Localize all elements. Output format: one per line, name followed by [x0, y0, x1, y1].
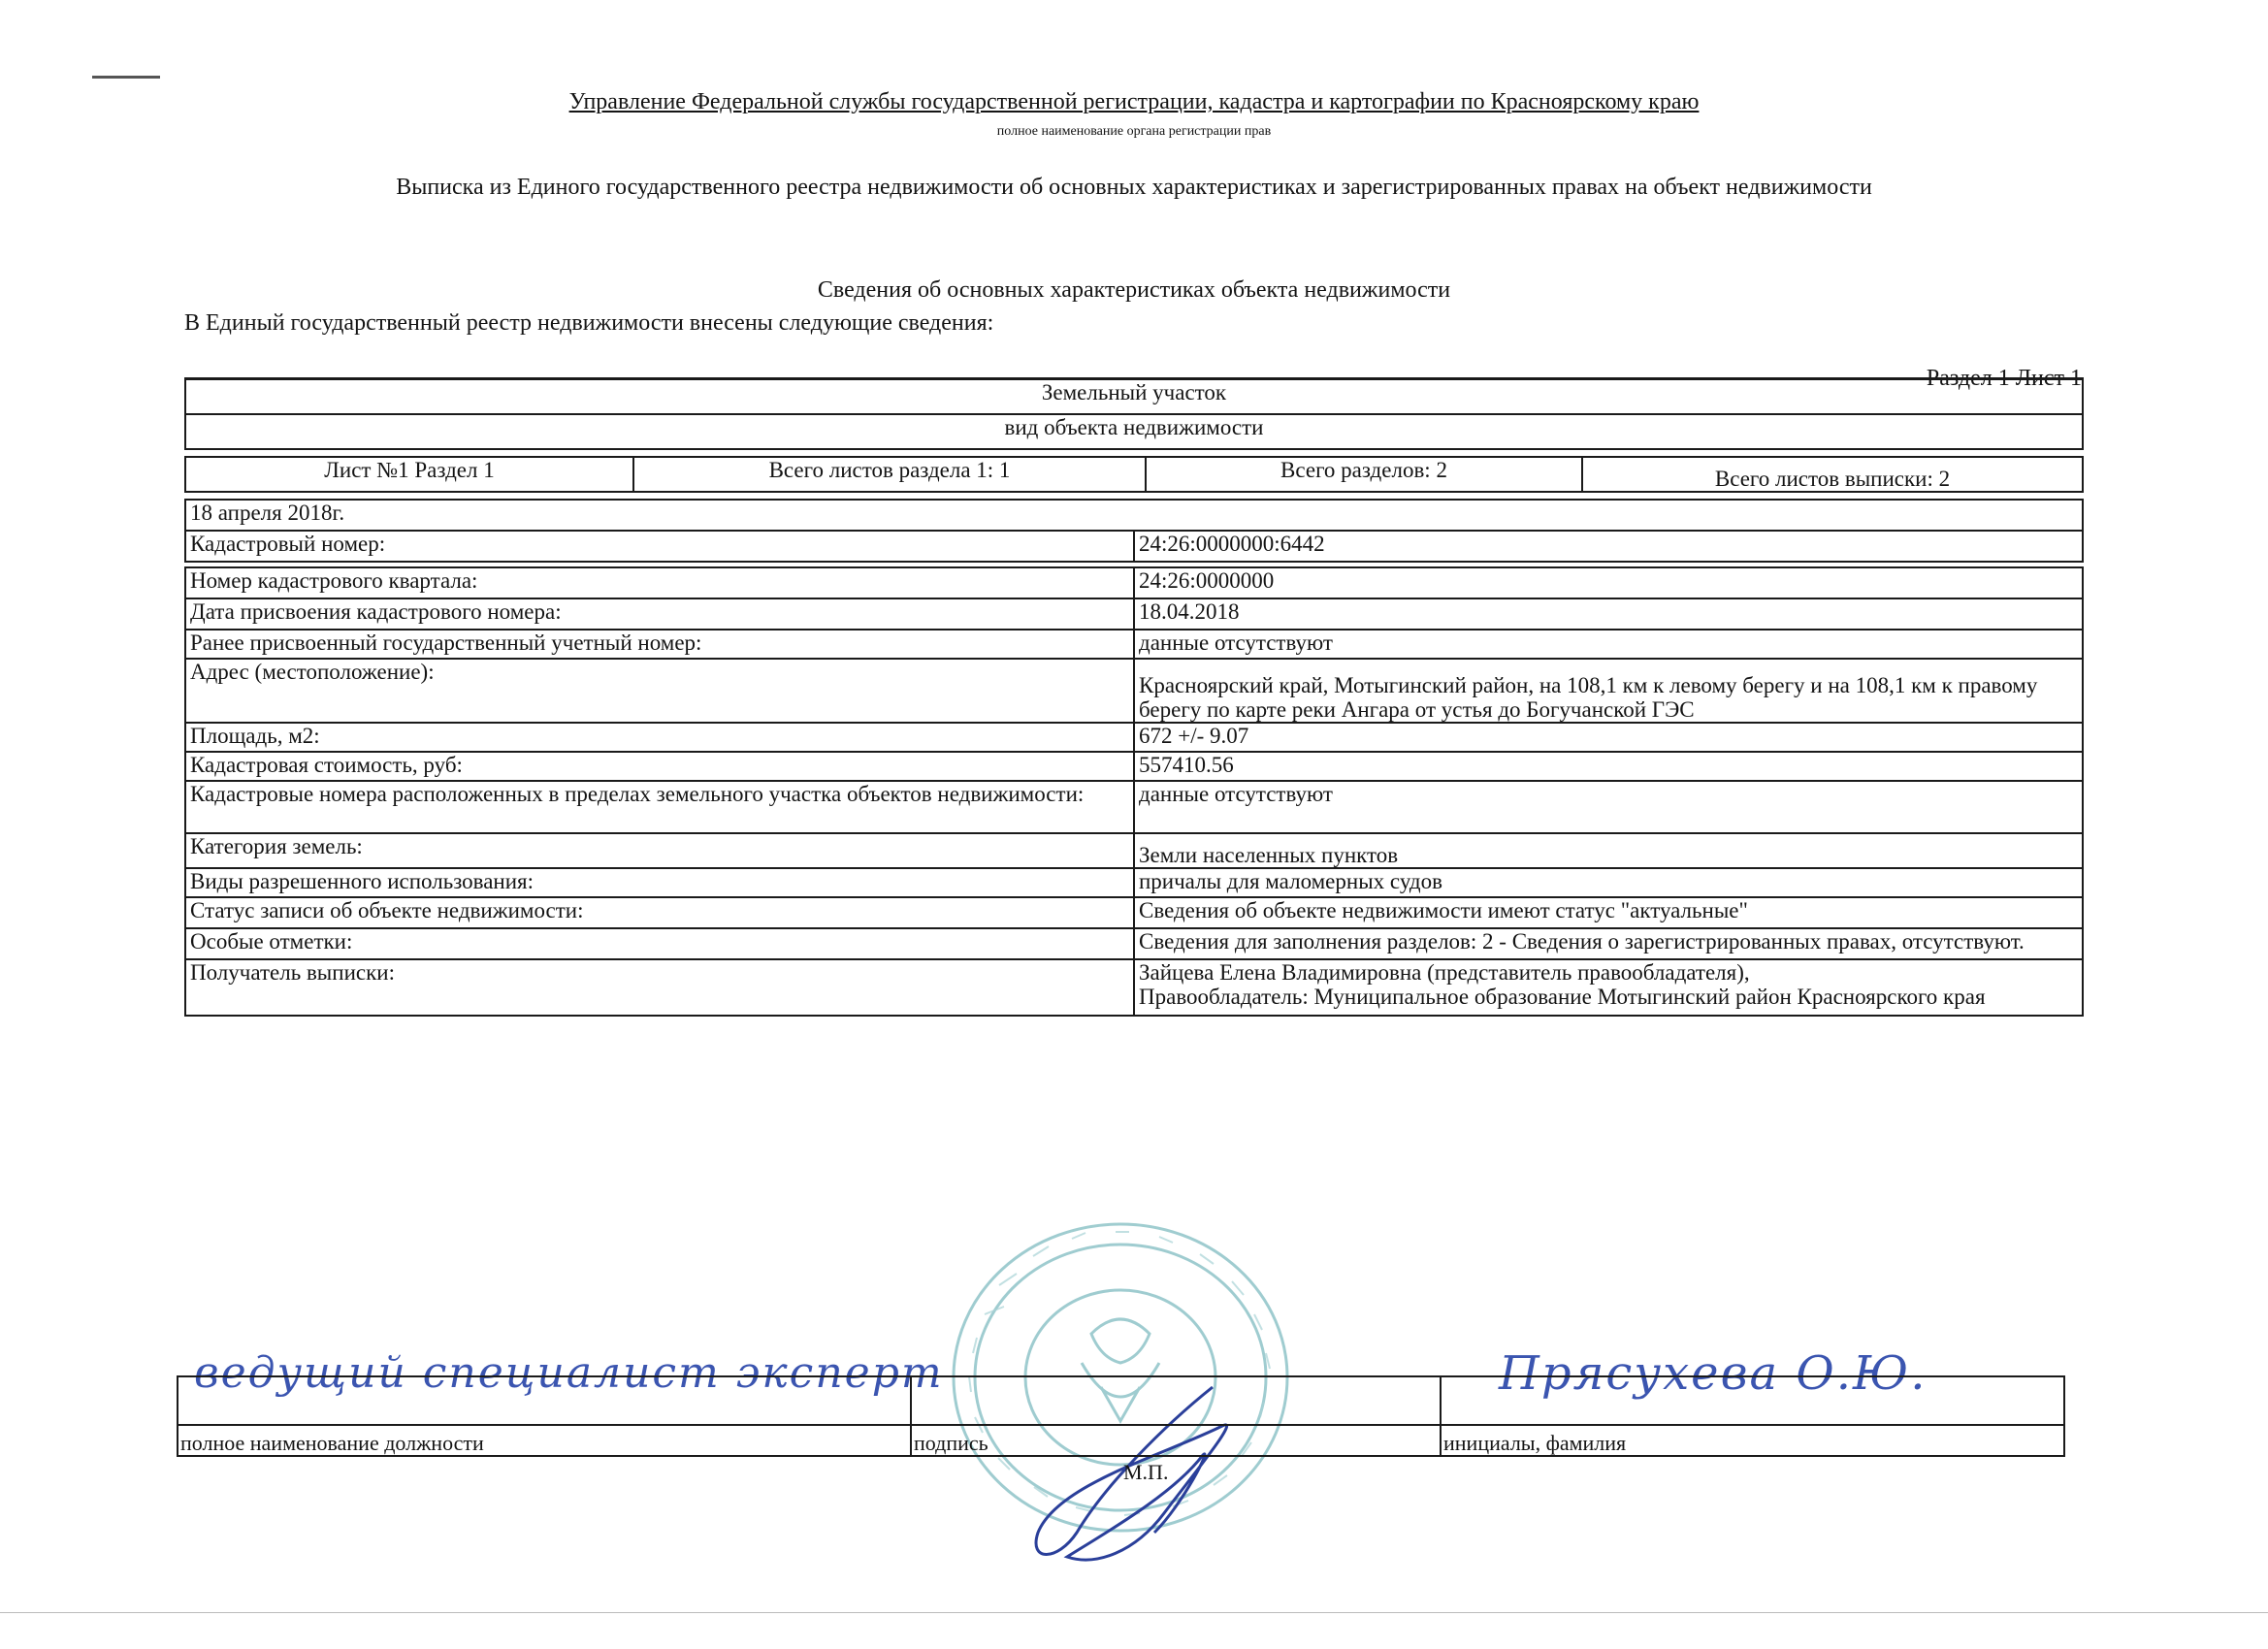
- organization-title: Управление Федеральной службы государственной регистрации, кадастра и картографии по Красноярскому краю: [568, 89, 1700, 114]
- scan-edge-line: [0, 1612, 2268, 1613]
- table-row: [185, 630, 2083, 659]
- intro-text: В Единый государственный реестр недвижимости внесены следующие сведения:: [184, 310, 994, 336]
- table-row: [185, 723, 2083, 752]
- row-value: 24:26:0000000: [1134, 567, 2083, 598]
- object-kind-table: [184, 377, 2084, 450]
- table-row: [185, 567, 2083, 598]
- total-sections: Всего разделов: 2: [1146, 457, 1582, 492]
- row-label: Кадастровые номера расположенных в пределах земельного участка объектов недвижимости:: [185, 781, 1134, 833]
- row-value: Сведения для заполнения разделов: 2 - Сведения о зарегистрированных правах, отсутствуют.: [1134, 928, 2083, 959]
- row-label: Номер кадастрового квартала:: [185, 567, 1134, 598]
- object-kind-caption: вид объекта недвижимости: [185, 414, 2083, 449]
- sheets-info-table: [184, 456, 2084, 493]
- table-row: [185, 928, 2083, 959]
- row-value: [1134, 959, 2083, 1016]
- organization-caption: полное наименование органа регистрации прав: [996, 124, 1272, 139]
- row-label: Площадь, м2:: [185, 723, 1134, 752]
- table-row: [185, 598, 2083, 630]
- position-field: [178, 1376, 911, 1425]
- cadastral-number-label: Кадастровый номер:: [185, 531, 1134, 562]
- sheet-section: Лист №1 Раздел 1: [185, 457, 633, 492]
- owner-line: Правообладатель: Муниципальное образование Мотыгинский район Красноярского края: [1139, 985, 1986, 1009]
- signature-table: [177, 1375, 2065, 1457]
- row-value: Сведения об объекте недвижимости имеют статус "актуальные": [1134, 897, 2083, 928]
- row-label: Кадастровая стоимость, руб:: [185, 752, 1134, 781]
- cadastral-number-value: 24:26:0000000:6442: [1134, 531, 2083, 562]
- table-row: [185, 959, 2083, 1016]
- row-value: 557410.56: [1134, 752, 2083, 781]
- row-label: Дата присвоения кадастрового номера:: [185, 598, 1134, 630]
- row-label: Категория земель:: [185, 833, 1134, 868]
- table-row: [185, 781, 2083, 833]
- sheet-reference: Раздел 1 Лист 1: [1926, 366, 2082, 391]
- handwritten-position: ведущий специалист эксперт: [194, 1348, 944, 1398]
- row-label: Ранее присвоенный государственный учетный номер:: [185, 630, 1134, 659]
- section-title: Сведения об основных характеристиках объекта недвижимости: [817, 277, 1451, 303]
- name-field: [1441, 1376, 2064, 1425]
- position-caption: полное наименование должности: [178, 1425, 911, 1456]
- seal-place-mark: М.П.: [1123, 1460, 1169, 1484]
- row-value: данные отсутствуют: [1134, 781, 2083, 833]
- signature-caption: подпись: [911, 1425, 1441, 1456]
- row-label: Адрес (местоположение):: [185, 659, 1134, 723]
- row-value: 18.04.2018: [1134, 598, 2083, 630]
- total-sheets: Всего листов выписки: 2: [1582, 457, 2083, 492]
- signature-field: [911, 1376, 1441, 1425]
- object-kind: Земельный участок: [185, 379, 2083, 415]
- extract-date: 18 апреля 2018г.: [185, 500, 2083, 531]
- table-row: [185, 833, 2083, 868]
- row-label: Статус записи об объекте недвижимости:: [185, 897, 1134, 928]
- row-label: Особые отметки:: [185, 928, 1134, 959]
- table-row: [185, 897, 2083, 928]
- table-row: [185, 868, 2083, 897]
- row-value: причалы для маломерных судов: [1134, 868, 2083, 897]
- recipient-line: Зайцева Елена Владимировна (представитель правообладателя),: [1139, 960, 1750, 985]
- row-label: Получатель выписки:: [185, 959, 1134, 1016]
- row-value: данные отсутствуют: [1134, 630, 2083, 659]
- characteristics-table: [184, 499, 2084, 1017]
- table-row: [185, 659, 2083, 723]
- row-value: Красноярский край, Мотыгинский район, на 108,1 км к левому берегу и на 108,1 км к правому берегу по карте реки Ангара от устья до Богучанской ГЭС: [1134, 659, 2083, 723]
- handwritten-name: Прясухева О.Ю.: [1499, 1346, 1928, 1401]
- name-caption: инициалы, фамилия: [1441, 1425, 2064, 1456]
- document-title: Выписка из Единого государственного реестра недвижимости об основных характеристиках и зарегистрированных правах на объект недвижимости: [396, 175, 1872, 200]
- row-value: Земли населенных пунктов: [1134, 833, 2083, 868]
- section-sheets-count: Всего листов раздела 1: 1: [633, 457, 1146, 492]
- row-value: 672 +/- 9.07: [1134, 723, 2083, 752]
- scan-artifact: [92, 76, 160, 79]
- row-label: Виды разрешенного использования:: [185, 868, 1134, 897]
- table-row: [185, 752, 2083, 781]
